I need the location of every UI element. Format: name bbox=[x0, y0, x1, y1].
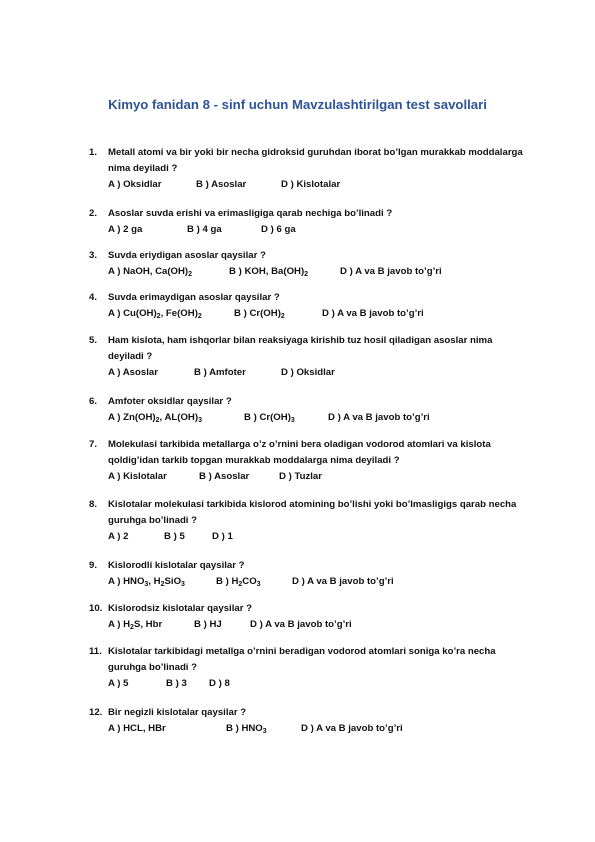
option-d: D ) A va B javob to’g’ri bbox=[322, 308, 424, 319]
question-options bbox=[89, 410, 529, 426]
question-7 bbox=[89, 437, 529, 485]
question-options bbox=[89, 529, 529, 545]
question-6 bbox=[89, 394, 529, 426]
question-text: Suvda erimaydigan asoslar qaysilar ? bbox=[108, 292, 280, 303]
option-b: B ) Asoslar bbox=[196, 179, 247, 190]
question-options bbox=[89, 264, 529, 280]
question-11 bbox=[89, 644, 529, 692]
option-a: A ) 5 bbox=[108, 678, 129, 689]
option-d: D ) 1 bbox=[212, 531, 233, 542]
question-text: Kislotalar tarkibidagi metallga o’rnini beradigan vodorod atomlari soniga ko’ra necha guruhga bo’linadi ? bbox=[108, 646, 496, 673]
option-d: D ) A va B javob to’g’ri bbox=[292, 576, 394, 587]
question-options bbox=[89, 306, 529, 322]
question-10 bbox=[89, 601, 529, 633]
question-text: Ham kislota, ham ishqorlar bilan reaksiyaga kirishib tuz hosil qiladigan asoslar nima deyiladi ? bbox=[108, 335, 493, 362]
question-4 bbox=[89, 290, 529, 322]
option-d: D ) Tuzlar bbox=[279, 471, 322, 482]
option-a: A ) $H_2S$, Hbr bbox=[108, 619, 163, 631]
question-text: Kislotalar molekulasi tarkibida kislorod atomining bo’lishi yoki bo’lmasligigs qarab necha guruhga bo’linadi ? bbox=[108, 499, 517, 526]
question-text: Asoslar suvda erishi va erimasligiga qarab nechiga bo’linadi ? bbox=[108, 208, 393, 219]
question-3 bbox=[89, 248, 529, 280]
question-options bbox=[89, 365, 529, 381]
question-text: Molekulasi tarkibida metallarga o’z o’rnini bera oladigan vodorod atomlari va kislota qoldig’idan tarkib topgan murakkab moddalarga nima deyiladi ? bbox=[108, 439, 491, 466]
question-number: 1. bbox=[89, 147, 98, 158]
option-a: A ) 2 ga bbox=[108, 224, 143, 235]
question-8 bbox=[89, 497, 529, 545]
question-9 bbox=[89, 558, 529, 590]
option-a: A ) Oksidlar bbox=[108, 179, 162, 190]
option-a: A ) 2 bbox=[108, 531, 129, 542]
question-number: 2. bbox=[89, 208, 98, 219]
question-number: 8. bbox=[89, 499, 98, 510]
option-b: B ) 5 bbox=[164, 531, 185, 542]
option-b: B ) Asoslar bbox=[199, 471, 250, 482]
option-b: B ) KOH, $Ba(OH)_2$ bbox=[229, 266, 309, 278]
option-d: D ) 6 ga bbox=[261, 224, 296, 235]
option-b: B ) 4 ga bbox=[187, 224, 222, 235]
option-a: A ) $Zn(OH)_2$, $AL(OH)_3$ bbox=[108, 412, 202, 424]
option-d: D ) A va B javob to’g’ri bbox=[250, 619, 352, 630]
question-text: Metall atomi va bir yoki bir necha gidroksid guruhdan iborat bo’lgan murakkab moddalarga nima deyiladi ? bbox=[108, 147, 523, 174]
question-2 bbox=[89, 206, 529, 238]
question-number: 11. bbox=[89, 646, 102, 657]
question-number: 3. bbox=[89, 250, 98, 261]
option-b: B ) $Cr(OH)_2$ bbox=[234, 308, 285, 320]
question-number: 10. bbox=[89, 603, 103, 614]
question-options bbox=[89, 676, 529, 692]
option-b: B ) HJ bbox=[194, 619, 222, 630]
option-d: D ) Oksidlar bbox=[281, 367, 335, 378]
question-options bbox=[89, 721, 529, 737]
option-b: B ) $H_2CO_3$ bbox=[216, 576, 261, 588]
option-b: B ) 3 bbox=[166, 678, 187, 689]
option-b: B ) $HNO_3$ bbox=[226, 723, 267, 735]
question-12 bbox=[89, 705, 529, 737]
option-d: D ) A va B javob to’g’ri bbox=[340, 266, 442, 277]
question-text: Kislorodsiz kislotalar qaysilar ? bbox=[108, 603, 252, 614]
option-d: D ) A va B javob to’g’ri bbox=[328, 412, 430, 423]
option-a: A ) HCL, HBr bbox=[108, 723, 166, 734]
question-options bbox=[89, 222, 529, 238]
option-a: A ) Kislotalar bbox=[108, 471, 167, 482]
question-options bbox=[89, 617, 529, 633]
question-options bbox=[89, 574, 529, 590]
question-number: 9. bbox=[89, 560, 98, 571]
question-number: 6. bbox=[89, 396, 98, 407]
question-options bbox=[89, 469, 529, 485]
page-title: Kimyo fanidan 8 - sinf uchun Mavzulashtirilgan test savollari bbox=[108, 97, 487, 112]
option-a: A ) Asoslar bbox=[108, 367, 158, 378]
question-number: 4. bbox=[89, 292, 98, 303]
option-a: A ) NaOH, $Ca(OH)_2$ bbox=[108, 266, 193, 278]
option-d: D ) 8 bbox=[209, 678, 230, 689]
question-text: Amfoter oksidlar qaysilar ? bbox=[108, 396, 232, 407]
question-5 bbox=[89, 333, 529, 381]
question-options bbox=[89, 177, 529, 193]
question-text: Bir negizli kislotalar qaysilar ? bbox=[108, 707, 247, 718]
question-number: 12. bbox=[89, 707, 103, 718]
option-d: D ) Kislotalar bbox=[281, 179, 341, 190]
question-number: 7. bbox=[89, 439, 98, 450]
question-number: 5. bbox=[89, 335, 98, 346]
option-a: A ) $Cu(OH)_2$, $Fe(OH)_2$ bbox=[108, 308, 202, 320]
option-d: D ) A va B javob to’g’ri bbox=[301, 723, 403, 734]
question-text: Kislorodli kislotalar qaysilar ? bbox=[108, 560, 245, 571]
question-text: Suvda eriydigan asoslar qaysilar ? bbox=[108, 250, 266, 261]
option-a: A ) $HNO_3$, $H_2SiO_3$ bbox=[108, 576, 185, 588]
question-1 bbox=[89, 145, 529, 193]
option-b: B ) Amfoter bbox=[194, 367, 246, 378]
option-b: B ) $Cr(OH)_3$ bbox=[244, 412, 295, 424]
